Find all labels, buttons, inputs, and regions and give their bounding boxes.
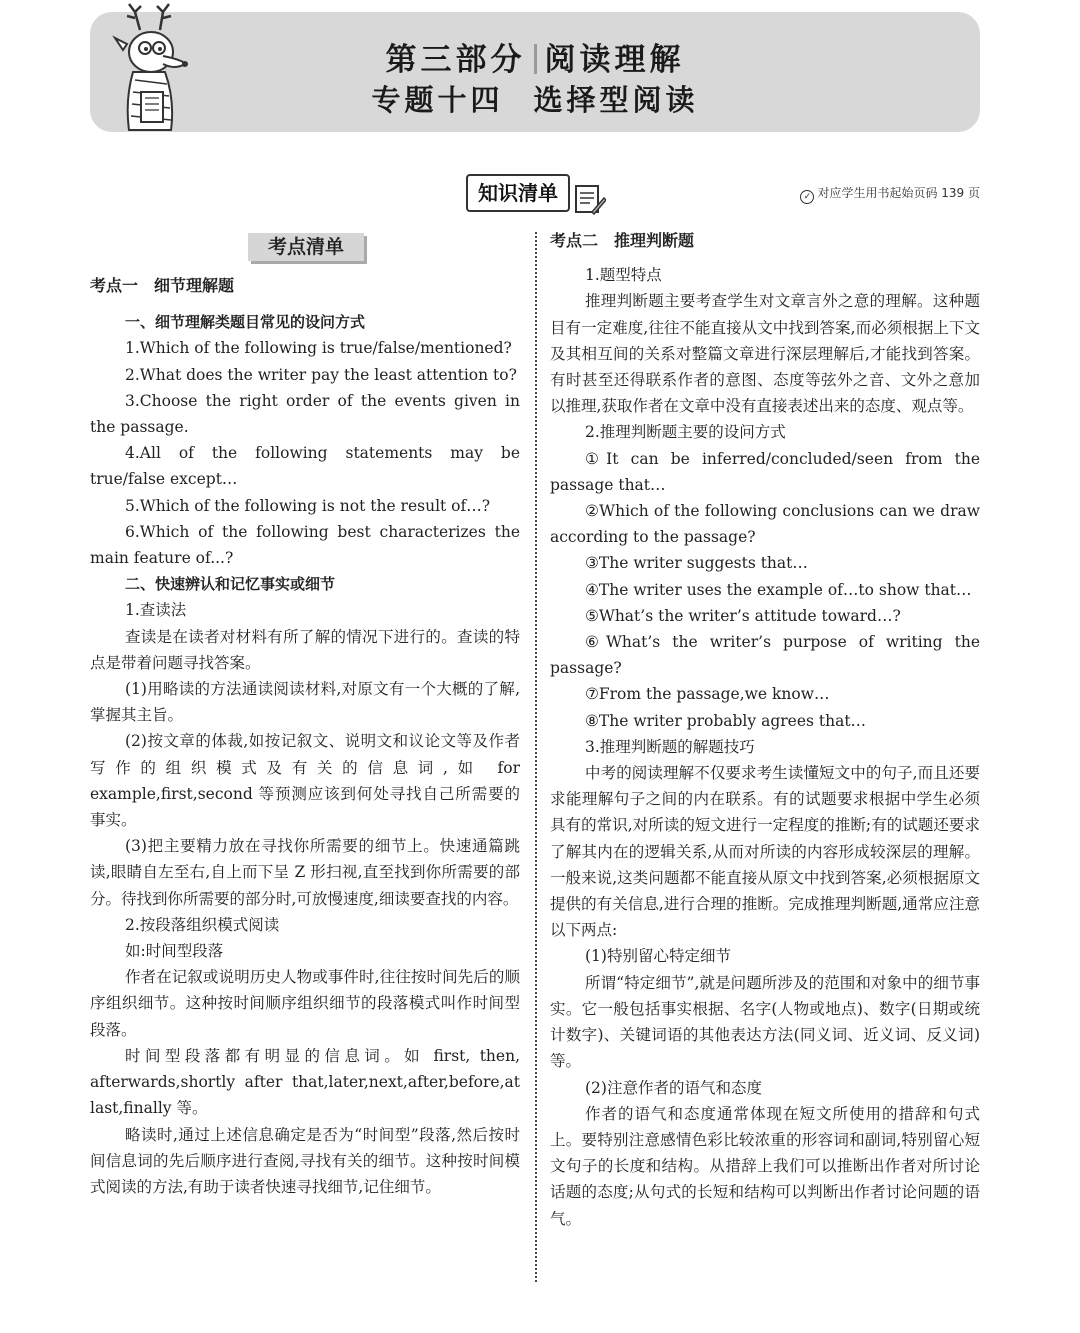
exam-point-1-heading: 考点一 细节理解题	[90, 276, 235, 295]
part-title-left: 第三部分	[385, 42, 526, 78]
title-separator	[534, 44, 537, 74]
inference-question-3: ③The writer suggests that…	[585, 554, 808, 573]
method-1-paragraph: 查读是在读者对材料有所了解的情况下进行的。查读的特点是带着问题寻找答案。	[90, 627, 520, 672]
check-icon: ✓	[800, 190, 814, 204]
inference-question-5: ⑤What’s the writer’s attitude toward…?	[585, 606, 901, 625]
header-banner	[90, 12, 980, 132]
method-2-heading: 2.按段落组织模式阅读	[125, 915, 280, 934]
section-heading-2: 二、快速辨认和记忆事实或细节	[125, 575, 336, 594]
inference-question-7: ⑦From the passage,we know…	[585, 685, 830, 704]
question-format-4: 4.All of the following statements may be true/false except…	[90, 444, 520, 489]
notepad-pencil-icon	[570, 182, 606, 216]
section-heading-1: 一、细节理解类题目常见的设问方式	[125, 313, 366, 332]
method-1-step-1: (1)用略读的方法通读阅读材料,对原文有一个大概的了解,掌握其主旨。	[90, 680, 520, 725]
right-column	[550, 228, 980, 1232]
method-1-step-2: (2)按文章的体裁,如按记叙文、说明文和议论文等及作者写作的组织模式及有关的信息词,如 for example,first,second 等预测应该到何处寻找自己所需要的事实。	[90, 732, 520, 830]
exam-point-2-heading: 考点二 推理判断题	[550, 231, 695, 250]
inference-question-1: ①It can be inferred/concluded/seen from the passage that…	[550, 449, 980, 494]
inference-question-6: ⑥What’s the writer’s purpose of writing the passage?	[550, 633, 980, 678]
method-2-example: 如:时间型段落	[125, 942, 224, 961]
topic-title-left: 专题十四	[371, 83, 504, 117]
inference-question-2: ②Which of the following conclusions can we draw according to the passage?	[550, 502, 980, 547]
question-format-1: 1.Which of the following is true/false/mentioned?	[125, 339, 512, 358]
question-format-5: 5.Which of the following is not the result of…?	[125, 496, 491, 515]
question-format-2: 2.What does the writer pay the least attention to?	[125, 365, 517, 384]
tip-1-heading: (1)特别留心特定细节	[585, 947, 731, 966]
method-2-paragraph-1: 作者在记叙或说明历史人物或事件时,往往按时间先后的顺序组织细节。这种按时间顺序组织细节的段落模式叫作时间型段落。	[90, 968, 520, 1039]
topic-2-heading: 2.推理判断题主要的设问方式	[585, 423, 786, 442]
deer-mascot-icon	[105, 0, 195, 140]
topic-3-heading: 3.推理判断题的解题技巧	[585, 737, 755, 756]
topic-title-right: 选择型阅读	[533, 83, 699, 117]
topic-1-paragraph: 推理判断题主要考查学生对文章言外之意的理解。这种题目有一定难度,往往不能直接从文中找到答案,而必须根据上下文及其相互间的关系对整篇文章进行深层理解后,才能找到答案。有时甚至还得联系作者的意图、态度等弦外之音、文外之意加以推理,获取作者在文章中没有直接表述出来的态度、观点等。	[550, 292, 980, 416]
inference-question-4: ④The writer uses the example of…to show that…	[585, 580, 972, 599]
method-1-heading: 1.查读法	[125, 601, 187, 620]
tip-2-paragraph: 作者的语气和态度通常体现在短文所使用的措辞和句式上。要特别注意感情色彩比较浓重的形容词和副词,特别留心短文句子的长度和结构。从措辞上我们可以推断出作者对所讨论话题的态度;从句式的长短和结构可以判断出作者讨论问题的语气。	[550, 1104, 980, 1228]
topic-3-paragraph: 中考的阅读理解不仅要求考生读懂短文中的句子,而且还要求能理解句子之间的内在联系。有的试题要求根据中学生必须具有的常识,对所读的短文进行一定程度的推断;有的试题还要求了解其内在的逻辑关系,从而对所读的内容形成较深层的理解。一般来说,这类问题都不能直接从原文中找到答案,必须根据原文提供的有关信息,进行合理的推断。完成推理判断题,通常应注意以下两点:	[550, 764, 980, 940]
part-title	[90, 34, 980, 79]
tip-2-heading: (2)注意作者的语气和态度	[585, 1078, 762, 1097]
method-2-paragraph-3: 略读时,通过上述信息确定是否为“时间型”段落,然后按时间信息词的先后顺序进行查阅,寻找有关的细节。这种按时间模式阅读的方法,有助于读者快速寻找细节,记住细节。	[90, 1125, 520, 1196]
question-format-6: 6.Which of the following best characterizes the main feature of...?	[90, 522, 520, 568]
list-tag: 考点清单	[248, 233, 364, 261]
tip-1-paragraph: 所谓“特定细节”,就是问题所涉及的范围和对象中的细节事实。它一般包括事实根据、名字(人物或地点)、数字(日期或统计数字)、关键词语的其他表达方法(同义词、近义词、反义词)等。	[550, 973, 980, 1071]
inference-question-8: ⑧The writer probably agrees that…	[585, 711, 867, 730]
question-format-3: 3.Choose the right order of the events given in the passage.	[90, 391, 520, 437]
topic-1-heading: 1.题型特点	[585, 266, 662, 285]
method-2-paragraph-2: 时间型段落都有明显的信息词。如 first, then, afterwards,shortly after that,later,next,after,before,at last,finally 等。	[90, 1046, 520, 1118]
topic-title	[90, 78, 980, 119]
left-column	[90, 273, 520, 1200]
section-tag: 知识清单	[466, 174, 570, 212]
method-1-step-3: (3)把主要精力放在寻找你所需要的细节上。快速通篇跳读,眼睛自左至右,自上而下呈 Z 形扫视,直至找到你所需要的部分。待找到你所需要的部分时,可放慢速度,细读要查找的内容。	[90, 837, 520, 908]
column-divider	[535, 232, 537, 1282]
part-title-right: 阅读理解	[544, 42, 685, 78]
page-reference: ✓ 对应学生用书起始页码 139 页	[800, 184, 980, 204]
